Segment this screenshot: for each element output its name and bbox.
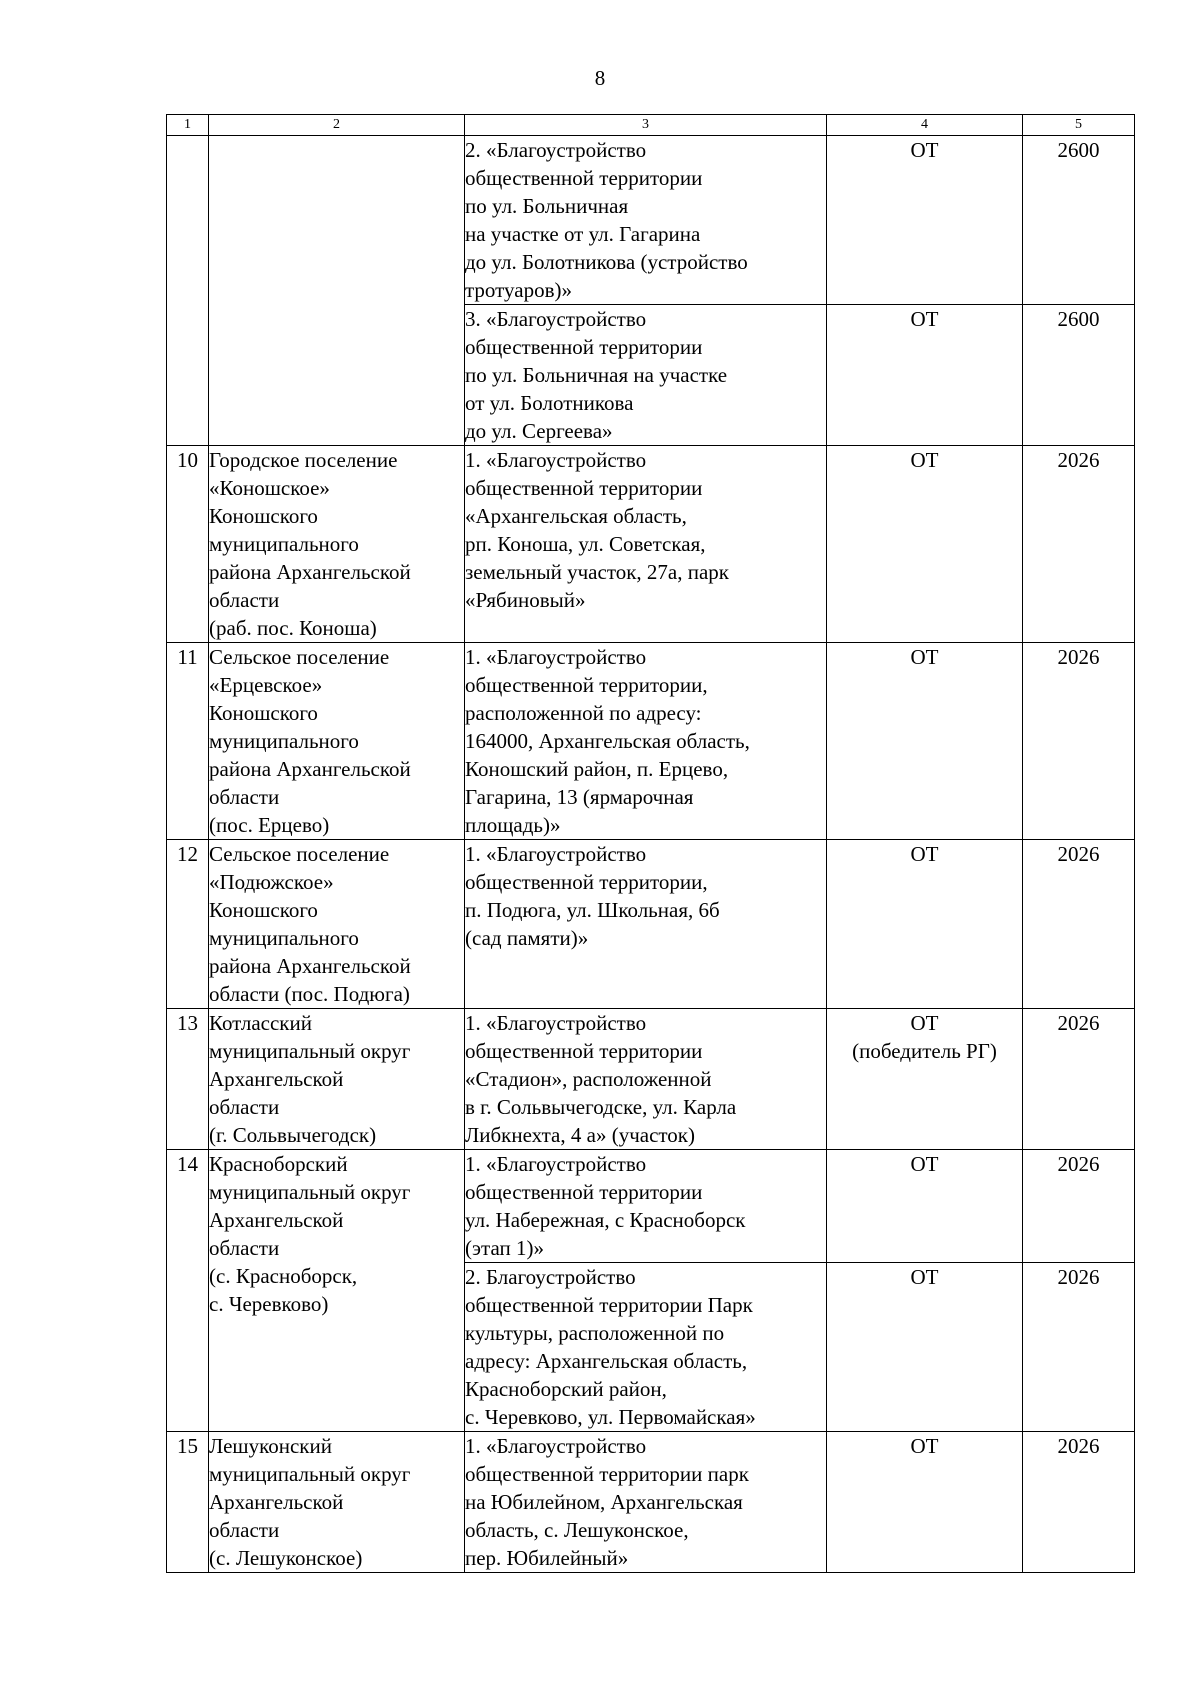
object-cell: 3. «Благоустройство общественной территории по ул. Больничная на участке от ул. Болотникова до ул. Сергеева» — [465, 305, 827, 446]
municipality-cell — [209, 136, 465, 446]
column-header-1: 1 — [167, 115, 209, 136]
column-header-2: 2 — [209, 115, 465, 136]
municipality-cell: Сельское поселение «Подюжское» Коношского муниципального района Архангельской области (пос. Подюга) — [209, 840, 465, 1009]
table-row — [167, 136, 1135, 305]
year-cell: 2026 — [1023, 643, 1135, 840]
type-cell: ОТ — [827, 305, 1023, 446]
type-cell: ОТ — [827, 643, 1023, 840]
table-row — [167, 1009, 1135, 1150]
year-cell: 2600 — [1023, 136, 1135, 305]
table-header-row — [167, 115, 1135, 136]
table-row — [167, 446, 1135, 643]
row-number-cell — [167, 136, 209, 446]
object-cell: 2. Благоустройство общественной территории Парк культуры, расположенной по адресу: Архангельская область, Красноборский район, с. Черевково, ул. Первомайская» — [465, 1263, 827, 1432]
object-cell: 1. «Благоустройство общественной территории «Стадион», расположенной в г. Сольвычегодске, ул. Карла Либкнехта, 4 а» (участок) — [465, 1009, 827, 1150]
municipality-cell: Лешуконский муниципальный округ Архангельской области (с. Лешуконское) — [209, 1432, 465, 1573]
object-cell: 1. «Благоустройство общественной территории «Архангельская область, рп. Коноша, ул. Советская, земельный участок, 27а, парк «Рябиновый» — [465, 446, 827, 643]
municipality-cell: Сельское поселение «Ерцевское» Коношского муниципального района Архангельской области (пос. Ерцево) — [209, 643, 465, 840]
type-cell: ОТ — [827, 1432, 1023, 1573]
row-number-cell: 10 — [167, 446, 209, 643]
year-cell: 2026 — [1023, 446, 1135, 643]
year-cell: 2026 — [1023, 1009, 1135, 1150]
type-cell: ОТ — [827, 840, 1023, 1009]
column-header-3: 3 — [465, 115, 827, 136]
type-cell: ОТ — [827, 1150, 1023, 1263]
year-cell: 2026 — [1023, 1263, 1135, 1432]
row-number-cell: 12 — [167, 840, 209, 1009]
year-cell: 2026 — [1023, 1150, 1135, 1263]
object-cell: 1. «Благоустройство общественной территории парк на Юбилейном, Архангельская область, с. Лешуконское, пер. Юбилейный» — [465, 1432, 827, 1573]
column-header-5: 5 — [1023, 115, 1135, 136]
object-cell: 1. «Благоустройство общественной территории ул. Набережная, с Красноборск (этап 1)» — [465, 1150, 827, 1263]
object-cell: 2. «Благоустройство общественной территории по ул. Больничная на участке от ул. Гагарина до ул. Болотникова (устройство тротуаров)» — [465, 136, 827, 305]
table-row — [167, 643, 1135, 840]
year-cell: 2600 — [1023, 305, 1135, 446]
municipality-cell: Котласский муниципальный округ Архангельской области (г. Сольвычегодск) — [209, 1009, 465, 1150]
type-cell: ОТ (победитель РГ) — [827, 1009, 1023, 1150]
year-cell: 2026 — [1023, 840, 1135, 1009]
column-header-4: 4 — [827, 115, 1023, 136]
row-number-cell: 15 — [167, 1432, 209, 1573]
year-cell: 2026 — [1023, 1432, 1135, 1573]
type-cell: ОТ — [827, 136, 1023, 305]
table-row — [167, 1432, 1135, 1573]
row-number-cell: 11 — [167, 643, 209, 840]
type-cell: ОТ — [827, 1263, 1023, 1432]
municipality-cell: Городское поселение «Коношское» Коношского муниципального района Архангельской области (раб. пос. Коноша) — [209, 446, 465, 643]
table-row — [167, 840, 1135, 1009]
table-row — [167, 1150, 1135, 1263]
object-cell: 1. «Благоустройство общественной территории, расположенной по адресу: 164000, Архангельская область, Коношский район, п. Ерцево, Гагарина, 13 (ярмарочная площадь)» — [465, 643, 827, 840]
program-table — [166, 114, 1135, 1573]
row-number-cell: 13 — [167, 1009, 209, 1150]
object-cell: 1. «Благоустройство общественной территории, п. Подюга, ул. Школьная, 6б (сад памяти)» — [465, 840, 827, 1009]
row-number-cell: 14 — [167, 1150, 209, 1432]
type-cell: ОТ — [827, 446, 1023, 643]
page-number: 8 — [594, 66, 606, 90]
municipality-cell: Красноборский муниципальный округ Архангельской области (с. Красноборск, с. Черевково) — [209, 1150, 465, 1432]
